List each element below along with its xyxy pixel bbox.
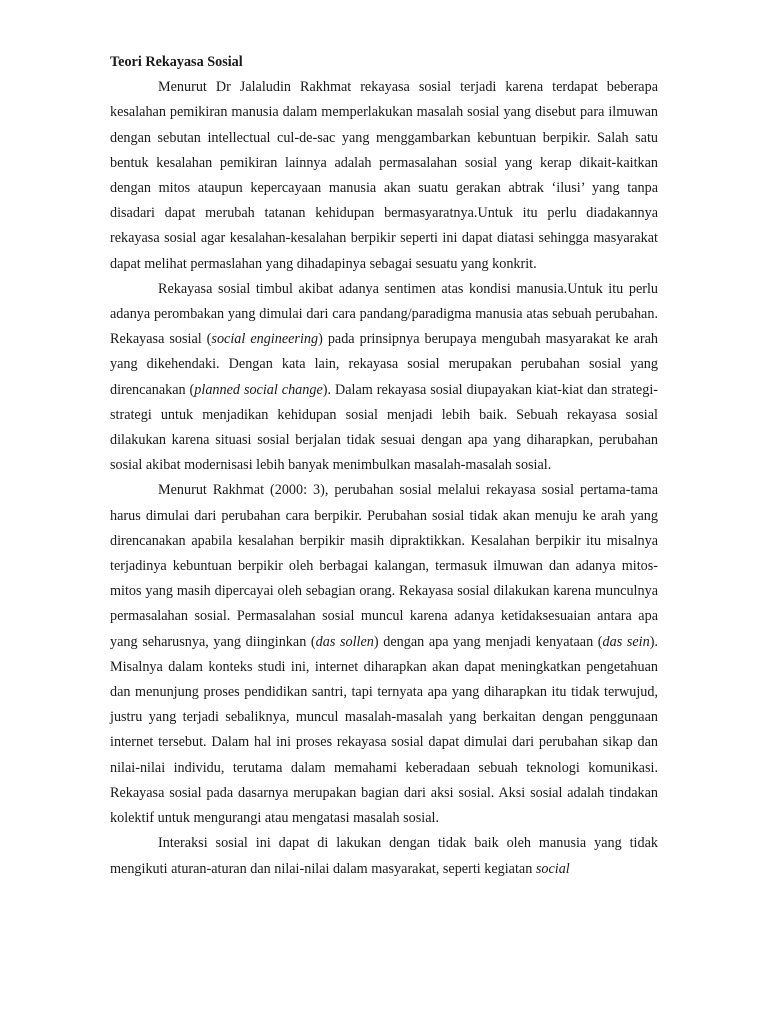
paragraph-text: ) pada prinsipnya berupaya mengubah masyarakat ke arah yang dikehendaki. Dengan kata lain, rekayasa sosial merupakan perubahan sosial yang direncanakan ( xyxy=(110,331,659,398)
italic-term: das sein xyxy=(602,633,650,650)
italic-term: social engineering xyxy=(211,331,319,348)
italic-term: das sollen xyxy=(315,633,374,650)
paragraph-text: Menurut Dr Jalaludin Rakhmat rekayasa sosial terjadi karena terdapat beberapa kesalahan pemikiran manusia dalam memperlakukan masalah sosial yang disebut para ilmuwan dengan sebutan intellectual cul-de-sac yang menggambarkan kebuntuan berpikir. Salah satu bentuk kesalahan pemikiran lainnya adalah permasalahan sosial yang kerap dikait-kaitkan dengan mitos ataupun kepercayaan manusia akan suatu gerakan abtrak ‘ilusi’ yang tanpa disadari dapat merubah tatanan kehidupan bermasyaratnya.Untuk itu perlu diadakannya rekayasa sosial agar kesalahan-kesalahan berpikir seperti ini dapat diatasi sehingga masyarakat dapat melihat permaslahan yang dihadapinya sebagai sesuatu yang konkrit. xyxy=(110,79,658,272)
paragraph xyxy=(110,75,658,277)
paragraph-text: ) dengan apa yang menjadi kenyataan ( xyxy=(373,633,603,650)
document-title: Teori Rekayasa Sosial xyxy=(110,54,243,70)
italic-term: social xyxy=(535,860,570,877)
document-body xyxy=(110,75,658,882)
paragraph-text: Rekayasa sosial timbul akibat adanya sentimen atas kondisi manusia.Untuk itu perlu adanya perombakan yang dimulai dari cara pandang/paradigma manusia atas sebuah perubahan. Rekayasa sosial ( xyxy=(110,280,658,348)
paragraph-text: ). Dalam rekayasa sosial diupayakan kiat-kiat dan strategi-strategi untuk menjadikan kehidupan sosial menjadi lebih baik. Sebuah rekayasa sosial dilakukan karena situasi sosial berjalan tidak sesuai dengan apa yang diharapkan, perubahan sosial akibat modernisasi lebih banyak menimbulkan masalah-masalah sosial. xyxy=(110,381,658,474)
document-page xyxy=(110,50,658,882)
italic-term: planned social change xyxy=(194,381,323,398)
paragraph xyxy=(110,277,658,479)
paragraph xyxy=(110,831,658,881)
paragraph-text: Interaksi sosial ini dapat di lakukan dengan tidak baik oleh manusia yang tidak mengikuti aturan-aturan dan nilai-nilai dalam masyarakat, seperti kegiatan xyxy=(110,835,658,877)
paragraph xyxy=(110,478,658,831)
paragraph-text: ). Misalnya dalam konteks studi ini, internet diharapkan akan dapat meningkatkan pengetahuan dan menunjung proses pendidikan santri, tapi ternyata apa yang diharapkan itu tidak terwujud, justru yang terjadi sebaliknya, muncul masalah-masalah yang berkaitan dengan penggunaan internet tersebut. Dalam hal ini proses rekayasa sosial dapat dimulai dari perubahan sikap dan nilai-nilai individu, terutama dalam memahami keberadaan sebuah teknologi komunikasi. Rekayasa sosial pada dasarnya merupakan bagian dari aksi sosial. Aksi sosial adalah tindakan kolektif untuk mengurangi atau mengatasi masalah sosial. xyxy=(110,633,658,827)
paragraph-text: Menurut Rakhmat (2000: 3), perubahan sosial melalui rekayasa sosial pertama-tama harus dimulai dari perubahan cara berpikir. Perubahan sosial tidak akan menuju ke arah yang direncanakan apabila kesalahan berpikir masih dipraktikkan. Kesalahan berpikir itu misalnya terjadinya kebuntuan berpikir oleh berbagai kalangan, termasuk ilmuwan dan adanya mitos-mitos yang masih dipercayai oleh sebagian orang. Rekayasa sosial dilakukan karena munculnya permasalahan sosial. Permasalahan sosial muncul karena adanya ketidaksesuaian antara apa yang seharusnya, yang diinginkan ( xyxy=(110,482,658,650)
